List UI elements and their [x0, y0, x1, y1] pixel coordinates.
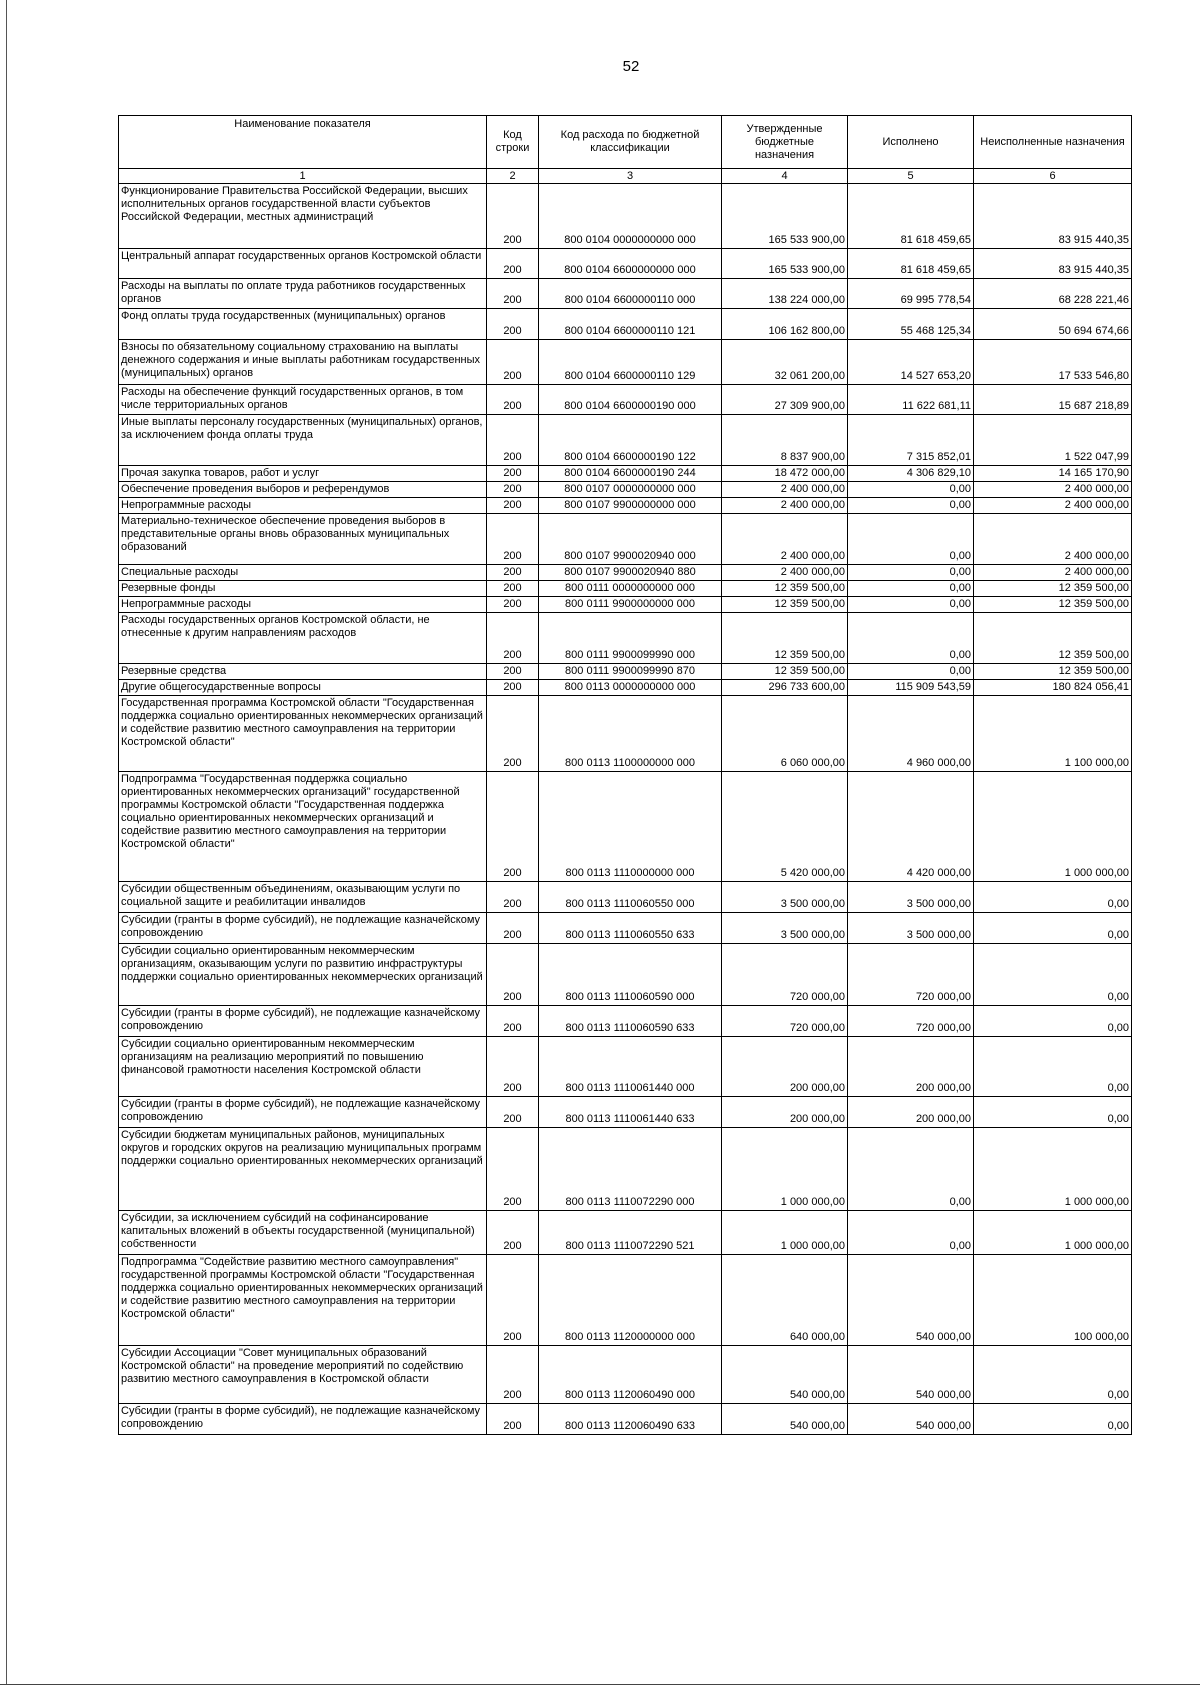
row-approved-amount: 165 533 900,00 — [722, 184, 848, 249]
row-approved-amount: 296 733 600,00 — [722, 680, 848, 696]
row-approved-amount: 1 000 000,00 — [722, 1211, 848, 1255]
row-executed-amount: 200 000,00 — [848, 1097, 974, 1128]
row-executed-amount: 3 500 000,00 — [848, 882, 974, 913]
row-executed-amount: 0,00 — [848, 1128, 974, 1211]
row-line-code: 200 — [487, 613, 539, 664]
row-unexecuted-amount: 0,00 — [974, 913, 1132, 944]
column-number: 5 — [848, 169, 974, 184]
row-unexecuted-amount: 14 165 170,90 — [974, 466, 1132, 482]
header-indicator-name: Наименование показателя — [119, 116, 487, 169]
row-classification-code: 800 0113 1110061440 633 — [539, 1097, 722, 1128]
row-indicator-name: Центральный аппарат государственных органов Костромской области — [119, 249, 487, 279]
row-indicator-name: Субсидии Ассоциации "Совет муниципальных образований Костромской области" на проведение мероприятий по содействию развитию местного самоуправления в Костромской области — [119, 1346, 487, 1404]
row-classification-code: 800 0113 1110060550 633 — [539, 913, 722, 944]
row-unexecuted-amount: 1 000 000,00 — [974, 772, 1132, 882]
row-approved-amount: 12 359 500,00 — [722, 613, 848, 664]
row-executed-amount: 69 995 778,54 — [848, 279, 974, 309]
row-executed-amount: 0,00 — [848, 664, 974, 680]
row-classification-code: 800 0113 1110072290 000 — [539, 1128, 722, 1211]
row-executed-amount: 11 622 681,11 — [848, 385, 974, 415]
row-unexecuted-amount: 83 915 440,35 — [974, 184, 1132, 249]
table-row — [119, 772, 1132, 882]
row-classification-code: 800 0111 9900000000 000 — [539, 597, 722, 613]
row-line-code: 200 — [487, 498, 539, 514]
row-approved-amount: 12 359 500,00 — [722, 597, 848, 613]
table-row — [119, 309, 1132, 340]
row-indicator-name: Специальные расходы — [119, 565, 487, 581]
row-approved-amount: 12 359 500,00 — [722, 581, 848, 597]
column-number: 3 — [539, 169, 722, 184]
row-approved-amount: 200 000,00 — [722, 1037, 848, 1097]
row-approved-amount: 8 837 900,00 — [722, 415, 848, 466]
row-line-code: 200 — [487, 466, 539, 482]
row-approved-amount: 6 060 000,00 — [722, 696, 848, 772]
row-classification-code: 800 0104 6600000190 000 — [539, 385, 722, 415]
table-header-row — [119, 116, 1132, 169]
row-classification-code: 800 0113 1110000000 000 — [539, 772, 722, 882]
row-approved-amount: 2 400 000,00 — [722, 482, 848, 498]
row-unexecuted-amount: 12 359 500,00 — [974, 581, 1132, 597]
row-executed-amount: 540 000,00 — [848, 1255, 974, 1346]
table-row — [119, 680, 1132, 696]
table-row — [119, 1404, 1132, 1435]
row-classification-code: 800 0113 0000000000 000 — [539, 680, 722, 696]
row-executed-amount: 14 527 653,20 — [848, 340, 974, 385]
row-indicator-name: Подпрограмма "Государственная поддержка социально ориентированных некоммерческих организаций" государственной программы Костромской области "Государственная поддержка социально ориентированных некоммерческих организаций и содействие развитию местного самоуправления на территории Костромской области" — [119, 772, 487, 882]
row-line-code: 200 — [487, 1346, 539, 1404]
row-unexecuted-amount: 0,00 — [974, 1006, 1132, 1037]
row-indicator-name: Субсидии социально ориентированным некоммерческим организациям, оказывающим услуги по развитию инфраструктуры поддержки социально ориентированных некоммерческих организаций — [119, 944, 487, 1006]
row-executed-amount: 0,00 — [848, 514, 974, 565]
row-approved-amount: 3 500 000,00 — [722, 913, 848, 944]
row-indicator-name: Обеспечение проведения выборов и референдумов — [119, 482, 487, 498]
row-classification-code: 800 0113 1110060590 633 — [539, 1006, 722, 1037]
row-indicator-name: Резервные средства — [119, 664, 487, 680]
table-row — [119, 1097, 1132, 1128]
column-number: 6 — [974, 169, 1132, 184]
row-classification-code: 800 0113 1110060550 000 — [539, 882, 722, 913]
table-row — [119, 597, 1132, 613]
row-line-code: 200 — [487, 482, 539, 498]
budget-execution-table — [118, 115, 1132, 1435]
row-approved-amount: 540 000,00 — [722, 1346, 848, 1404]
row-classification-code: 800 0113 1120060490 000 — [539, 1346, 722, 1404]
row-classification-code: 800 0113 1110060590 000 — [539, 944, 722, 1006]
row-approved-amount: 200 000,00 — [722, 1097, 848, 1128]
row-approved-amount: 5 420 000,00 — [722, 772, 848, 882]
table-row — [119, 249, 1132, 279]
row-unexecuted-amount: 15 687 218,89 — [974, 385, 1132, 415]
row-indicator-name: Резервные фонды — [119, 581, 487, 597]
row-classification-code: 800 0104 0000000000 000 — [539, 184, 722, 249]
row-line-code: 200 — [487, 279, 539, 309]
row-executed-amount: 4 960 000,00 — [848, 696, 974, 772]
row-line-code: 200 — [487, 514, 539, 565]
row-unexecuted-amount: 68 228 221,46 — [974, 279, 1132, 309]
page-edge-line — [6, 0, 7, 1684]
row-approved-amount: 12 359 500,00 — [722, 664, 848, 680]
row-unexecuted-amount: 2 400 000,00 — [974, 514, 1132, 565]
table-row — [119, 385, 1132, 415]
row-indicator-name: Непрограммные расходы — [119, 597, 487, 613]
row-executed-amount: 115 909 543,59 — [848, 680, 974, 696]
table-row — [119, 664, 1132, 680]
row-classification-code: 800 0107 9900000000 000 — [539, 498, 722, 514]
row-indicator-name: Субсидии социально ориентированным некоммерческим организациям на реализацию мероприятий по повышению финансовой грамотности населения Костромской области — [119, 1037, 487, 1097]
row-executed-amount: 0,00 — [848, 482, 974, 498]
row-classification-code: 800 0113 1120000000 000 — [539, 1255, 722, 1346]
table-row — [119, 913, 1132, 944]
row-unexecuted-amount: 12 359 500,00 — [974, 613, 1132, 664]
row-unexecuted-amount: 0,00 — [974, 1037, 1132, 1097]
row-unexecuted-amount: 50 694 674,66 — [974, 309, 1132, 340]
row-executed-amount: 4 306 829,10 — [848, 466, 974, 482]
row-unexecuted-amount: 180 824 056,41 — [974, 680, 1132, 696]
table-row — [119, 1211, 1132, 1255]
row-line-code: 200 — [487, 664, 539, 680]
row-classification-code: 800 0104 6600000110 121 — [539, 309, 722, 340]
table-row — [119, 498, 1132, 514]
row-approved-amount: 540 000,00 — [722, 1404, 848, 1435]
row-line-code: 200 — [487, 882, 539, 913]
row-indicator-name: Субсидии (гранты в форме субсидий), не подлежащие казначейскому сопровождению — [119, 1006, 487, 1037]
table-row — [119, 415, 1132, 466]
row-line-code: 200 — [487, 913, 539, 944]
table-row — [119, 581, 1132, 597]
row-indicator-name: Расходы на обеспечение функций государственных органов, в том числе территориальных органов — [119, 385, 487, 415]
row-executed-amount: 4 420 000,00 — [848, 772, 974, 882]
row-unexecuted-amount: 83 915 440,35 — [974, 249, 1132, 279]
row-executed-amount: 0,00 — [848, 597, 974, 613]
row-classification-code: 800 0104 6600000190 244 — [539, 466, 722, 482]
column-number: 2 — [487, 169, 539, 184]
table-row — [119, 466, 1132, 482]
row-line-code: 200 — [487, 340, 539, 385]
row-approved-amount: 2 400 000,00 — [722, 514, 848, 565]
page-bottom-line — [0, 1684, 1200, 1685]
row-approved-amount: 720 000,00 — [722, 944, 848, 1006]
row-executed-amount: 0,00 — [848, 498, 974, 514]
row-unexecuted-amount: 2 400 000,00 — [974, 482, 1132, 498]
row-classification-code: 800 0104 6600000000 000 — [539, 249, 722, 279]
header-executed: Исполнено — [848, 116, 974, 169]
row-approved-amount: 2 400 000,00 — [722, 498, 848, 514]
row-line-code: 200 — [487, 696, 539, 772]
row-classification-code: 800 0113 1120060490 633 — [539, 1404, 722, 1435]
row-indicator-name: Фонд оплаты труда государственных (муниципальных) органов — [119, 309, 487, 340]
row-approved-amount: 3 500 000,00 — [722, 882, 848, 913]
row-executed-amount: 0,00 — [848, 613, 974, 664]
row-indicator-name: Иные выплаты персоналу государственных (муниципальных) органов, за исключением фонда оплаты труда — [119, 415, 487, 466]
row-unexecuted-amount: 17 533 546,80 — [974, 340, 1132, 385]
table-row — [119, 613, 1132, 664]
row-indicator-name: Взносы по обязательному социальному страхованию на выплаты денежного содержания и иные выплаты работникам государственных (муниципальных) органов — [119, 340, 487, 385]
row-classification-code: 800 0111 0000000000 000 — [539, 581, 722, 597]
row-indicator-name: Другие общегосударственные вопросы — [119, 680, 487, 696]
row-approved-amount: 1 000 000,00 — [722, 1128, 848, 1211]
row-unexecuted-amount: 1 522 047,99 — [974, 415, 1132, 466]
row-indicator-name: Функционирование Правительства Российской Федерации, высших исполнительных органов государственной власти субъектов Российской Федерации, местных администраций — [119, 184, 487, 249]
row-classification-code: 800 0104 6600000190 122 — [539, 415, 722, 466]
row-executed-amount: 540 000,00 — [848, 1346, 974, 1404]
table-row — [119, 696, 1132, 772]
row-line-code: 200 — [487, 184, 539, 249]
row-approved-amount: 106 162 800,00 — [722, 309, 848, 340]
header-unexecuted: Неисполненные назначения — [974, 116, 1132, 169]
row-classification-code: 800 0107 9900020940 880 — [539, 565, 722, 581]
row-line-code: 200 — [487, 1128, 539, 1211]
row-indicator-name: Прочая закупка товаров, работ и услуг — [119, 466, 487, 482]
row-line-code: 200 — [487, 309, 539, 340]
row-executed-amount: 7 315 852,01 — [848, 415, 974, 466]
row-indicator-name: Расходы государственных органов Костромской области, не отнесенные к другим направлениям расходов — [119, 613, 487, 664]
row-unexecuted-amount: 0,00 — [974, 944, 1132, 1006]
row-approved-amount: 32 061 200,00 — [722, 340, 848, 385]
row-line-code: 200 — [487, 772, 539, 882]
table-row — [119, 184, 1132, 249]
row-executed-amount: 0,00 — [848, 565, 974, 581]
row-line-code: 200 — [487, 944, 539, 1006]
row-classification-code: 800 0107 9900020940 000 — [539, 514, 722, 565]
row-indicator-name: Непрограммные расходы — [119, 498, 487, 514]
row-line-code: 200 — [487, 1404, 539, 1435]
column-number-row — [119, 169, 1132, 184]
table-row — [119, 1037, 1132, 1097]
table-row — [119, 1128, 1132, 1211]
row-executed-amount: 0,00 — [848, 1211, 974, 1255]
row-executed-amount: 81 618 459,65 — [848, 184, 974, 249]
row-indicator-name: Субсидии бюджетам муниципальных районов, муниципальных округов и городских округов на реализацию муниципальных программ поддержки социально ориентированных некоммерческих организаций — [119, 1128, 487, 1211]
table-row — [119, 514, 1132, 565]
row-approved-amount: 165 533 900,00 — [722, 249, 848, 279]
row-approved-amount: 18 472 000,00 — [722, 466, 848, 482]
row-executed-amount: 55 468 125,34 — [848, 309, 974, 340]
row-indicator-name: Материально-техническое обеспечение проведения выборов в представительные органы вновь образованных муниципальных образований — [119, 514, 487, 565]
header-classification-code: Код расхода по бюджетной классификации — [539, 116, 722, 169]
row-approved-amount: 138 224 000,00 — [722, 279, 848, 309]
row-executed-amount: 720 000,00 — [848, 1006, 974, 1037]
header-approved: Утвержденные бюджетные назначения — [722, 116, 848, 169]
column-number: 1 — [119, 169, 487, 184]
table-body — [119, 184, 1132, 1435]
row-line-code: 200 — [487, 565, 539, 581]
table-row — [119, 340, 1132, 385]
row-line-code: 200 — [487, 415, 539, 466]
row-indicator-name: Субсидии (гранты в форме субсидий), не подлежащие казначейскому сопровождению — [119, 913, 487, 944]
row-line-code: 200 — [487, 1037, 539, 1097]
row-executed-amount: 0,00 — [848, 581, 974, 597]
row-indicator-name: Субсидии (гранты в форме субсидий), не подлежащие казначейскому сопровождению — [119, 1404, 487, 1435]
row-unexecuted-amount: 2 400 000,00 — [974, 498, 1132, 514]
row-indicator-name: Расходы на выплаты по оплате труда работников государственных органов — [119, 279, 487, 309]
row-classification-code: 800 0104 6600000110 000 — [539, 279, 722, 309]
row-executed-amount: 3 500 000,00 — [848, 913, 974, 944]
row-indicator-name: Субсидии общественным объединениям, оказывающим услуги по социальной защите и реабилитации инвалидов — [119, 882, 487, 913]
row-approved-amount: 27 309 900,00 — [722, 385, 848, 415]
row-unexecuted-amount: 100 000,00 — [974, 1255, 1132, 1346]
row-approved-amount: 640 000,00 — [722, 1255, 848, 1346]
row-line-code: 200 — [487, 680, 539, 696]
row-classification-code: 800 0113 1110061440 000 — [539, 1037, 722, 1097]
row-executed-amount: 540 000,00 — [848, 1404, 974, 1435]
row-indicator-name: Субсидии, за исключением субсидий на софинансирование капитальных вложений в объекты государственной (муниципальной) собственности — [119, 1211, 487, 1255]
row-line-code: 200 — [487, 1255, 539, 1346]
row-unexecuted-amount: 0,00 — [974, 1404, 1132, 1435]
row-line-code: 200 — [487, 249, 539, 279]
row-unexecuted-amount: 0,00 — [974, 882, 1132, 913]
row-approved-amount: 2 400 000,00 — [722, 565, 848, 581]
row-line-code: 200 — [487, 1097, 539, 1128]
row-executed-amount: 81 618 459,65 — [848, 249, 974, 279]
row-unexecuted-amount: 12 359 500,00 — [974, 597, 1132, 613]
row-classification-code: 800 0113 1100000000 000 — [539, 696, 722, 772]
row-line-code: 200 — [487, 385, 539, 415]
row-unexecuted-amount: 1 100 000,00 — [974, 696, 1132, 772]
row-indicator-name: Субсидии (гранты в форме субсидий), не подлежащие казначейскому сопровождению — [119, 1097, 487, 1128]
page-number: 52 — [622, 58, 640, 75]
row-indicator-name: Государственная программа Костромской области "Государственная поддержка социально ориентированных некоммерческих организаций и содействие развитию местного самоуправления на территории Костромской области" — [119, 696, 487, 772]
row-classification-code: 800 0104 6600000110 129 — [539, 340, 722, 385]
column-number: 4 — [722, 169, 848, 184]
row-line-code: 200 — [487, 597, 539, 613]
table-row — [119, 1255, 1132, 1346]
header-line-code: Код строки — [487, 116, 539, 169]
table-row — [119, 1346, 1132, 1404]
table-row — [119, 882, 1132, 913]
row-indicator-name: Подпрограмма "Содействие развитию местного самоуправления" государственной программы Костромской области "Государственная поддержка социально ориентированных некоммерческих организаций и содействие развитию местного самоуправления на территории Костромской области" — [119, 1255, 487, 1346]
row-unexecuted-amount: 0,00 — [974, 1097, 1132, 1128]
row-classification-code: 800 0111 9900099990 870 — [539, 664, 722, 680]
row-classification-code: 800 0113 1110072290 521 — [539, 1211, 722, 1255]
row-approved-amount: 720 000,00 — [722, 1006, 848, 1037]
table-row — [119, 565, 1132, 581]
row-unexecuted-amount: 2 400 000,00 — [974, 565, 1132, 581]
table-row — [119, 279, 1132, 309]
row-classification-code: 800 0107 0000000000 000 — [539, 482, 722, 498]
row-unexecuted-amount: 1 000 000,00 — [974, 1211, 1132, 1255]
row-executed-amount: 720 000,00 — [848, 944, 974, 1006]
table-row — [119, 1006, 1132, 1037]
table-row — [119, 482, 1132, 498]
row-executed-amount: 200 000,00 — [848, 1037, 974, 1097]
row-unexecuted-amount: 12 359 500,00 — [974, 664, 1132, 680]
row-classification-code: 800 0111 9900099990 000 — [539, 613, 722, 664]
row-unexecuted-amount: 0,00 — [974, 1346, 1132, 1404]
row-unexecuted-amount: 1 000 000,00 — [974, 1128, 1132, 1211]
table-row — [119, 944, 1132, 1006]
row-line-code: 200 — [487, 581, 539, 597]
row-line-code: 200 — [487, 1006, 539, 1037]
row-line-code: 200 — [487, 1211, 539, 1255]
